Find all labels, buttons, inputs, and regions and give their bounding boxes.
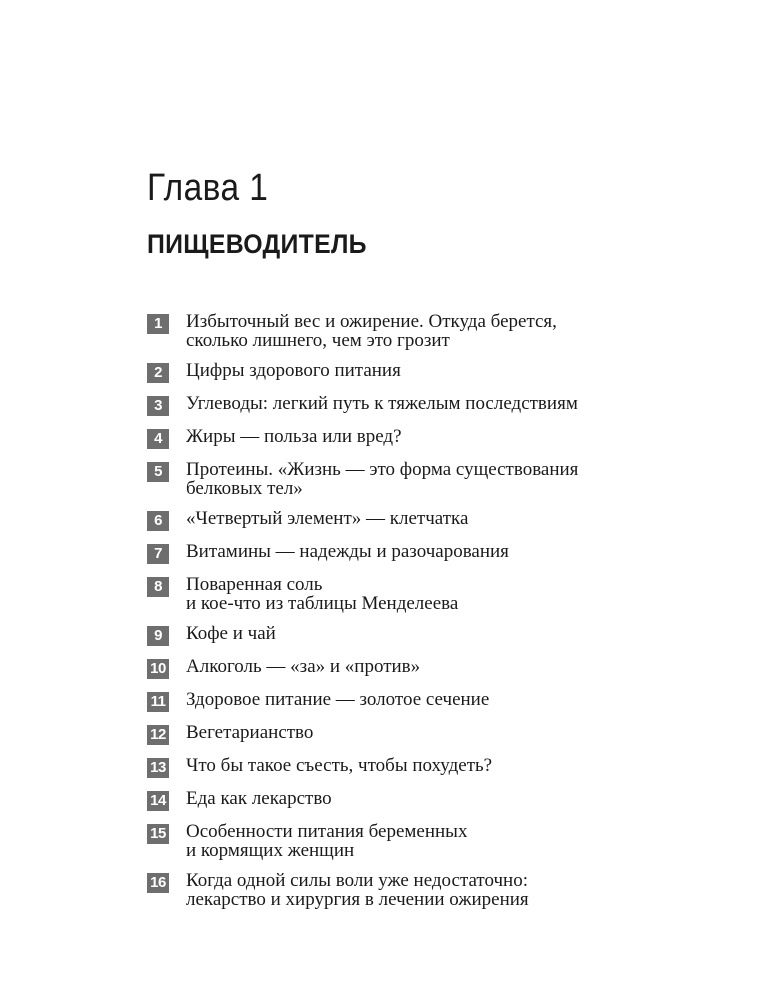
toc-item xyxy=(147,509,667,531)
toc-item-title-line: Углеводы: легкий путь к тяжелым последствиям xyxy=(186,393,578,414)
toc-item-title-line: Здоровое питание — золотое сечение xyxy=(186,689,490,710)
toc-item-number-badge: 8 xyxy=(147,577,169,597)
toc-item-title-line: Избыточный вес и ожирение. Откуда берется, xyxy=(186,311,557,332)
toc-item-title-line: Витамины — надежды и разочарования xyxy=(186,541,509,562)
toc-item xyxy=(147,542,667,564)
toc-item-number-badge: 4 xyxy=(147,429,169,449)
toc-item-title-line: Протеины. «Жизнь — это форма существования xyxy=(186,459,579,480)
toc-item-number-badge: 12 xyxy=(147,725,169,745)
toc-item-title xyxy=(186,460,578,498)
toc-item xyxy=(147,723,667,745)
toc-item-title-line: Алкоголь — «за» и «против» xyxy=(186,656,421,677)
toc-item-number-badge: 13 xyxy=(147,758,169,778)
toc-item-title xyxy=(186,509,468,528)
toc-item xyxy=(147,690,667,712)
toc-item-title xyxy=(186,312,557,350)
toc-item xyxy=(147,361,667,383)
toc-item-number-badge: 5 xyxy=(147,462,169,482)
toc-item-title-line: и кое-что из таблицы Менделеева xyxy=(186,593,459,614)
toc-item-number-badge: 14 xyxy=(147,791,169,811)
toc-item-number-badge: 6 xyxy=(147,511,169,531)
toc-item-title xyxy=(186,723,313,742)
toc-item-number-badge: 16 xyxy=(147,873,169,893)
toc-item-title xyxy=(186,394,578,413)
toc-item-title xyxy=(186,690,489,709)
toc-item-title-line: Цифры здорового питания xyxy=(186,360,401,381)
toc-item-title-line: «Четвертый элемент» — клетчатка xyxy=(186,508,469,529)
toc-item-title xyxy=(186,756,492,775)
toc-item xyxy=(147,789,667,811)
toc-item-title-line: Что бы такое съесть, чтобы похудеть? xyxy=(186,755,493,776)
toc-item-title xyxy=(186,575,458,613)
toc-item-number-badge: 11 xyxy=(147,692,169,712)
toc-item-title xyxy=(186,624,276,643)
toc-item-title xyxy=(186,657,420,676)
toc-item-number-badge: 9 xyxy=(147,626,169,646)
toc-item xyxy=(147,756,667,778)
toc-item-title-line: Когда одной силы воли уже недостаточно: xyxy=(186,870,528,891)
toc-item-title-line: и кормящих женщин xyxy=(186,840,355,861)
toc-item-title-line: Поваренная соль xyxy=(186,574,323,595)
toc-item xyxy=(147,460,667,498)
toc-item-title xyxy=(186,361,401,380)
toc-item-number-badge: 15 xyxy=(147,824,169,844)
chapter-title: ПИЩЕВОДИТЕЛЬ xyxy=(147,229,367,259)
toc-item-title xyxy=(186,822,467,860)
toc-item-title-line: сколько лишнего, чем это грозит xyxy=(186,330,450,351)
toc-item xyxy=(147,575,667,613)
toc-item xyxy=(147,624,667,646)
toc-item-title-line: белковых тел» xyxy=(186,478,303,499)
toc-item-title xyxy=(186,789,332,808)
toc-item-title-line: Еда как лекарство xyxy=(186,788,332,809)
toc-item-number-badge: 1 xyxy=(147,314,169,334)
toc-item-number-badge: 7 xyxy=(147,544,169,564)
chapter-label: Глава 1 xyxy=(147,167,269,209)
toc-item xyxy=(147,871,667,909)
toc-item xyxy=(147,427,667,449)
toc-item-title-line: Вегетарианство xyxy=(186,722,314,743)
toc-item-title-line: Жиры — польза или вред? xyxy=(186,426,402,447)
toc-item-title-line: Особенности питания беременных xyxy=(186,821,468,842)
toc-item-title xyxy=(186,427,402,446)
toc-item xyxy=(147,312,667,350)
toc-item-title-line: лекарство и хирургия в лечении ожирения xyxy=(186,889,529,910)
toc-item-title xyxy=(186,542,509,561)
toc-item xyxy=(147,657,667,679)
toc-item-title xyxy=(186,871,529,909)
toc-item-number-badge: 3 xyxy=(147,396,169,416)
toc-item-number-badge: 10 xyxy=(147,659,169,679)
toc-item-number-badge: 2 xyxy=(147,363,169,383)
toc-item xyxy=(147,822,667,860)
toc-item xyxy=(147,394,667,416)
toc-item-title-line: Кофе и чай xyxy=(186,623,276,644)
table-of-contents xyxy=(147,312,667,909)
